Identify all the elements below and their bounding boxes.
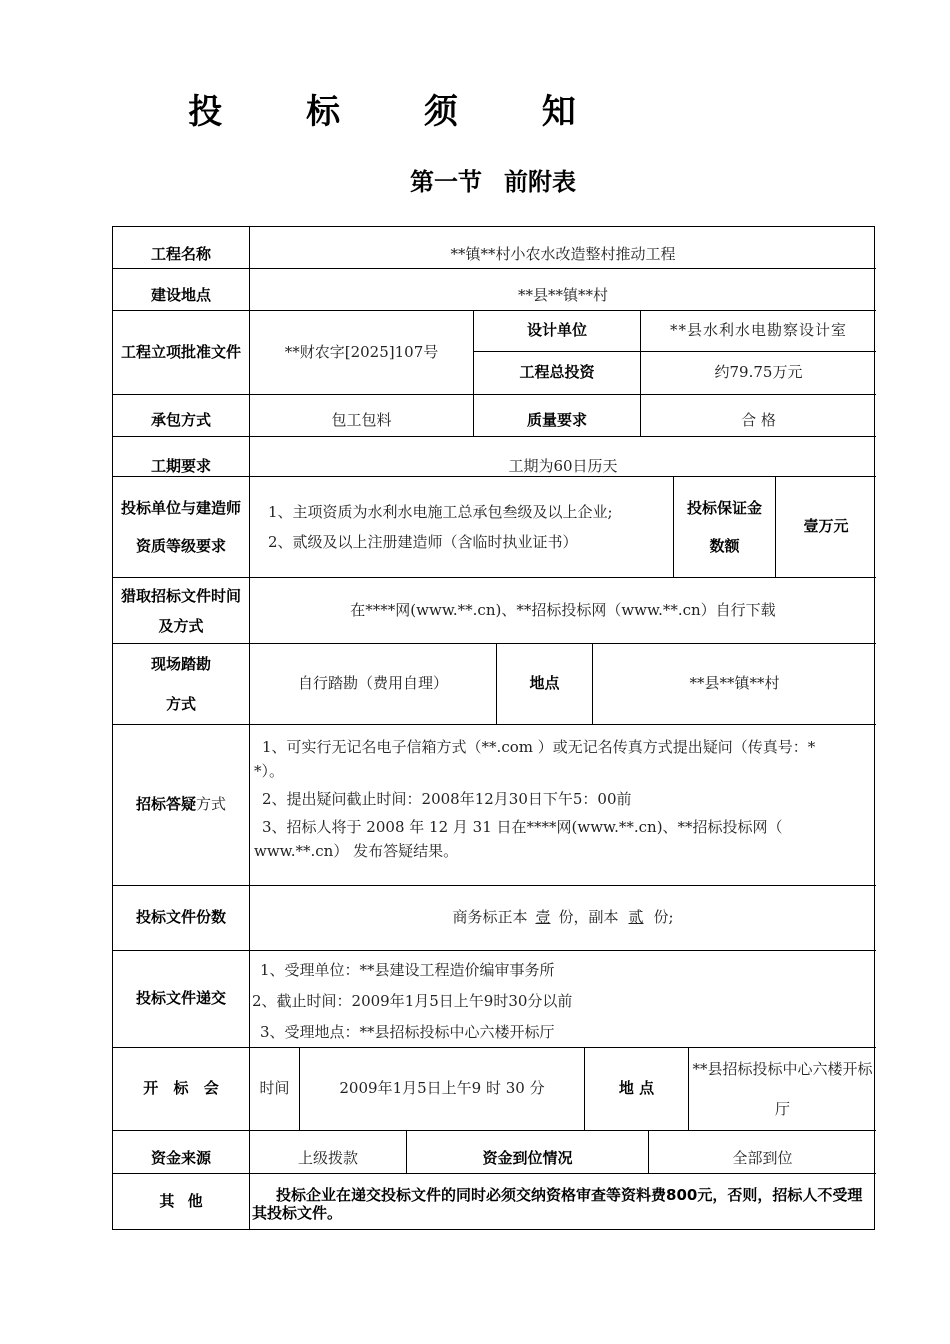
quality-requirement-label: 质量要求	[474, 395, 641, 437]
qa-value	[250, 725, 876, 886]
qualification-label-line2: 资质等级要求	[135, 537, 226, 555]
copies-original: 壹	[535, 908, 551, 927]
submission-line3: 3、受理地点：**县招标投标中心六楼开标厅	[260, 1023, 555, 1041]
qa-line2: 2、提出疑问截止时间：2008年12月30日下午5：00前	[262, 790, 632, 808]
submission-line2: 2、截止时间：2009年1月5日上午9时30分以前	[252, 992, 573, 1010]
section-number: 第一节	[410, 168, 482, 196]
location-label: 建设地点	[113, 269, 250, 311]
qa-label-bold: 招标答疑	[135, 795, 196, 814]
project-name-value: **镇**村小农水改造整村推动工程	[250, 227, 876, 269]
submission-line1: 1、受理单位：**县建设工程造价编审事务所	[260, 961, 555, 979]
bid-bond-label-line1: 投标保证金	[686, 499, 762, 517]
site-visit-label	[113, 644, 250, 725]
qualification-label	[113, 477, 250, 578]
approval-label: 工程立项批准文件	[113, 311, 250, 395]
section-title	[0, 162, 950, 197]
copies-mid: 份，副本	[558, 908, 619, 927]
funding-status-label: 资金到位情况	[407, 1131, 649, 1174]
quality-requirement-value: 合 格	[641, 395, 876, 437]
duration-label: 工期要求	[113, 437, 250, 477]
bid-bond-label	[674, 477, 776, 578]
copies-prefix: 商务标正本	[452, 908, 528, 927]
opening-time-label: 时间	[250, 1048, 300, 1131]
contract-method-label: 承包方式	[113, 395, 250, 437]
qa-label	[113, 725, 250, 886]
qualification-line1: 1、主项资质为水利水电施工总承包叁级及以上企业;	[268, 503, 613, 521]
duration-value: 工期为60日历天	[250, 437, 876, 477]
project-name-label: 工程名称	[113, 227, 250, 269]
qa-line1: 1、可实行无记名电子信箱方式（**.com ）或无记名传真方式提出疑问（传真号：*	[262, 738, 816, 756]
other-label: 其 他	[113, 1174, 250, 1230]
opening-time-value: 2009年1月5日上午9 时 30 分	[300, 1048, 585, 1131]
site-visit-label-line1: 现场踏勘	[150, 655, 211, 673]
submission-value	[250, 951, 876, 1048]
submission-label: 投标文件递交	[113, 951, 250, 1048]
opening-place-value: **县招标投标中心六楼开标厅	[689, 1048, 876, 1131]
document-title: 投 标 须 知	[188, 92, 612, 132]
opening-label: 开 标 会	[113, 1048, 250, 1131]
docs-obtain-label	[113, 578, 250, 644]
funding-source-label: 资金来源	[113, 1131, 250, 1174]
site-visit-place-label: 地点	[497, 644, 593, 725]
docs-obtain-label-line2: 及方式	[158, 616, 204, 635]
site-visit-label-line2: 方式	[165, 695, 196, 713]
qa-line1b: *）。	[254, 762, 285, 780]
total-investment-label: 工程总投资	[474, 352, 641, 395]
copies-label: 投标文件份数	[113, 886, 250, 951]
site-visit-place-value: **县**镇**村	[593, 644, 876, 725]
design-unit-label: 设计单位	[474, 311, 641, 352]
qa-line3b: www.**.cn） 发布答疑结果。	[254, 842, 459, 860]
design-unit-value: **县水利水电勘察设计室	[641, 311, 876, 352]
location-value: **县**镇**村	[250, 269, 876, 311]
section-name: 前附表	[504, 168, 576, 196]
opening-place-label: 地 点	[585, 1048, 689, 1131]
copies-copy: 贰	[628, 908, 644, 927]
bid-bond-label-line2: 数额	[709, 537, 740, 555]
approval-value: **财农字[2025]107号	[250, 311, 474, 395]
funding-source-value: 上级拨款	[250, 1131, 407, 1174]
total-investment-value: 约79.75万元	[641, 352, 876, 395]
contract-method-value: 包工包料	[250, 395, 474, 437]
qa-label-rest: 方式	[196, 795, 227, 814]
qualification-value	[250, 477, 674, 578]
other-value: 投标企业在递交投标文件的同时必须交纳资格审查等资料费800元，否则，招标人不受理其投标文件。	[252, 1186, 863, 1222]
docs-obtain-label-line1: 猎取招标文件时间	[120, 586, 241, 605]
bid-info-table	[112, 226, 875, 1230]
copies-value	[250, 886, 876, 951]
docs-obtain-value: 在****网(www.**.cn)、**招标投标网（www.**.cn）自行下载	[250, 578, 876, 644]
qualification-line2: 2、贰级及以上注册建造师（含临时执业证书）	[268, 533, 578, 551]
site-visit-value: 自行踏勘（费用自理）	[250, 644, 497, 725]
qualification-label-line1: 投标单位与建造师	[120, 499, 241, 517]
bid-bond-value: 壹万元	[776, 477, 876, 578]
copies-suffix: 份;	[653, 908, 674, 927]
qa-line3: 3、招标人将于 2008 年 12 月 31 日在****网(www.**.cn)、**招标投标网（	[262, 818, 783, 836]
funding-status-value: 全部到位	[649, 1131, 876, 1174]
